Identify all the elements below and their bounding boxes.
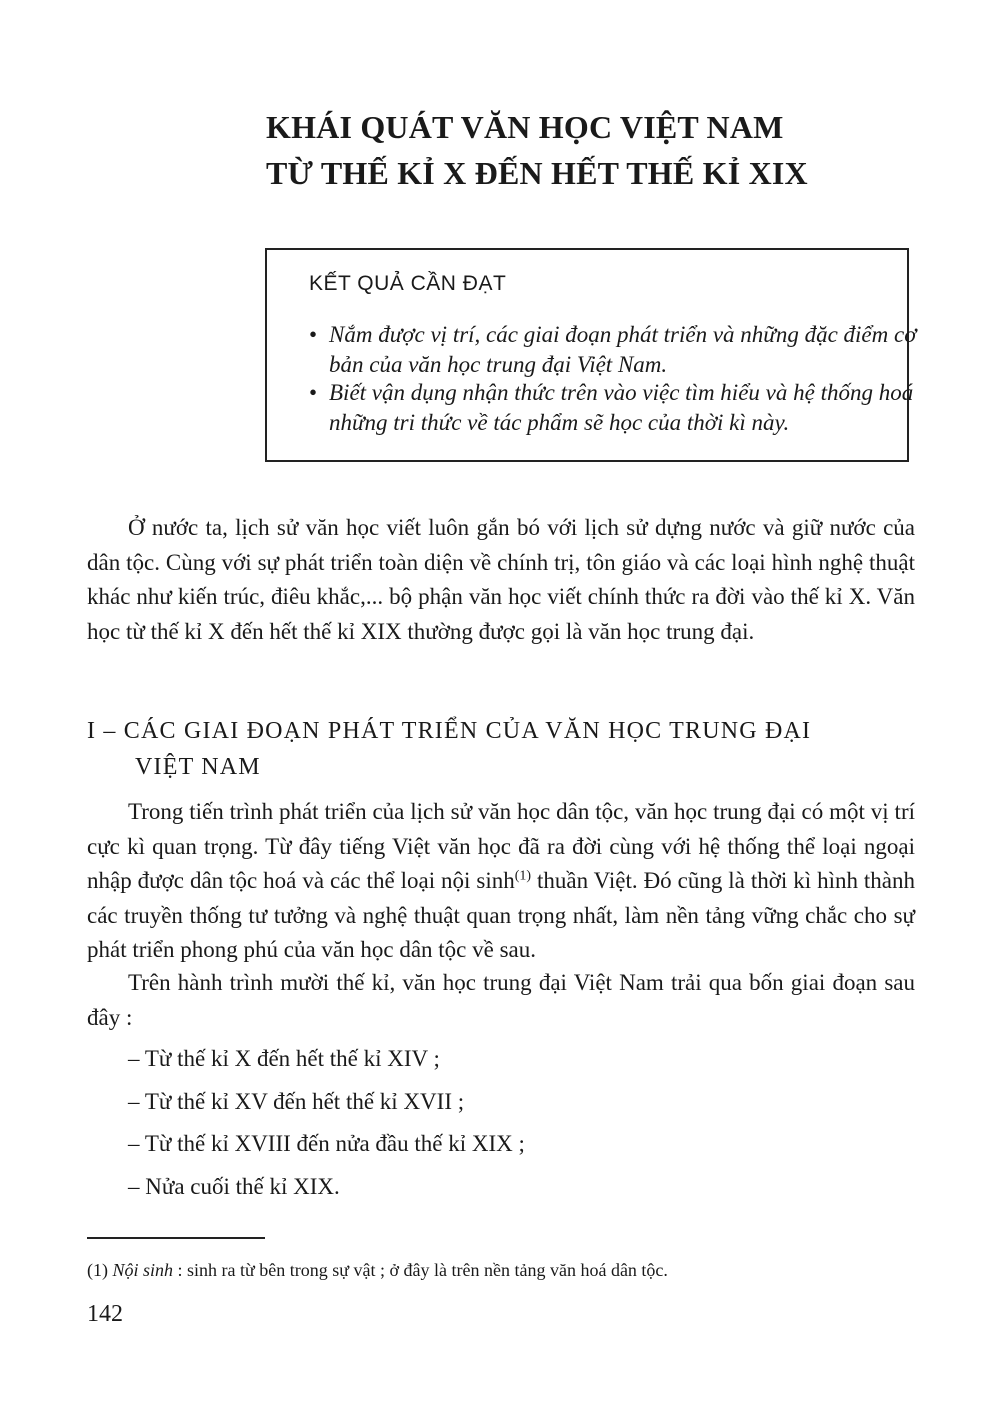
section-heading-line-2: VIỆT NAM [135,754,261,780]
section-paragraph-1 [87,795,915,968]
footnote-marker: (1) [87,1260,108,1280]
learning-outcomes-box [265,248,917,462]
paragraph-text: Trong tiến trình phát triển của lịch sử văn học dân tộc, văn học trung đại có một vị trí cực kì quan trọng. Từ đây tiếng Việt văn học đã ra đời cùng với hệ thống thể loại ngoại nhập được dân tộc hoá và các thể loại nội sinh [87,799,915,893]
learning-outcome-item [309,320,919,380]
period-item: – Nửa cuối thế kỉ XIX. [128,1173,340,1199]
footnote [87,1257,915,1283]
page-number: 142 [87,1301,123,1327]
title-line-2: TỪ THẾ KỈ X ĐẾN HẾT THẾ KỈ XIX [266,155,808,191]
learning-outcome-item [309,378,919,438]
section-paragraph-2: Trên hành trình mười thế kỉ, văn học trung đại Việt Nam trải qua bốn giai đoạn sau đây : [87,970,915,1030]
bullet-icon: • [309,380,318,405]
learning-outcome-text: Nắm được vị trí, các giai đoạn phát triển và những đặc điểm cơ bản của văn học trung đại Việt Nam. [329,322,917,377]
intro-paragraph: Ở nước ta, lịch sử văn học viết luôn gắn bó với lịch sử dựng nước và giữ nước của dân tộc. Cùng với sự phát triển toàn diện về chính trị, tôn giáo và các loại hình nghệ thuật khác như kiến trúc, điêu khắc,... bộ phận văn học viết chính thức ra đời vào thế kỉ X. Văn học từ thế kỉ X đến hết thế kỉ XIX thường được gọi là văn học trung đại. [87,515,915,644]
footnote-text: : sinh ra từ bên trong sự vật ; ở đây là trên nền tảng văn hoá dân tộc. [173,1260,668,1280]
page-title [266,104,946,196]
title-line-1: KHÁI QUÁT VĂN HỌC VIỆT NAM [266,109,784,145]
learning-outcomes-heading: KẾT QUẢ CẦN ĐẠT [309,272,507,295]
section-heading [87,713,915,785]
paragraph-text: thuần Việt. Đó cũng là thời kì hình thành các truyền thống tư tưởng và nghệ thuật quan trọng nhất, làm nền tảng vững chắc cho sự phát triển phong phú của văn học dân tộc về sau. [87,868,916,962]
period-item: – Từ thế kỉ XVIII đến nửa đầu thế kỉ XIX ; [128,1131,525,1156]
learning-outcome-text: Biết vận dụng nhận thức trên vào việc tìm hiểu và hệ thống hoá những tri thức về tác phẩm sẽ học của thời kì này. [329,380,914,435]
bullet-icon: • [309,322,318,347]
period-list [128,1038,908,1208]
period-item: – Từ thế kỉ X đến hết thế kỉ XIV ; [128,1046,440,1071]
footnote-term: Nội sinh [112,1260,174,1280]
section-heading-line-1: I – CÁC GIAI ĐOẠN PHÁT TRIỂN CỦA VĂN HỌC TRUNG ĐẠI [87,718,812,744]
footnote-divider [87,1237,265,1239]
period-item: – Từ thế kỉ XV đến hết thế kỉ XVII ; [128,1088,465,1114]
footnote-reference: (1) [514,868,532,884]
